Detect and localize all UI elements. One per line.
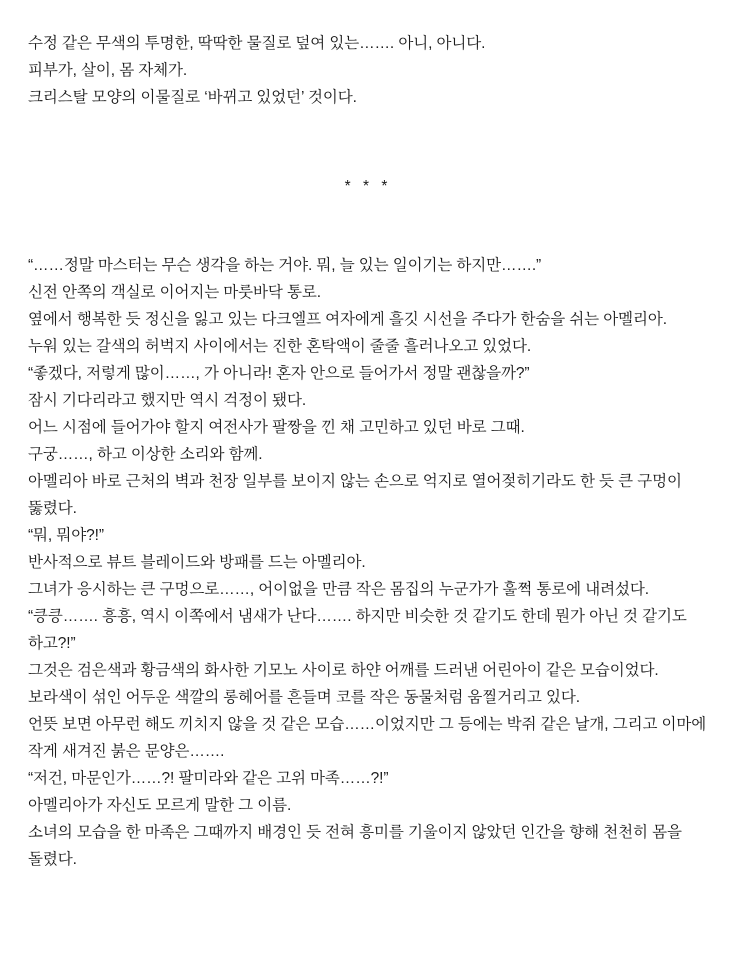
paragraph: 수정 같은 무색의 투명한, 딱딱한 물질로 덮여 있는……. 아니, 아니다.: [28, 35, 486, 52]
spacer: [28, 200, 708, 252]
paragraph: 잠시 기다리라고 했지만 역시 걱정이 됐다.: [28, 392, 307, 409]
top-text-block: [28, 30, 708, 111]
scene-break: * * *: [344, 178, 392, 195]
paragraph: 소녀의 모습을 한 마족은 그때까지 배경인 듯 전혀 흥미를 기울이지 않았던 인간을 향해 천천히 몸을 돌렸다.: [28, 824, 682, 868]
paragraph: 어느 시점에 들어가야 할지 여전사가 팔짱을 낀 채 고민하고 있던 바로 그때.: [28, 419, 525, 436]
paragraph: 누워 있는 갈색의 허벅지 사이에서는 진한 혼탁액이 줄줄 흘러나오고 있었다.: [28, 338, 532, 355]
paragraph: “저건, 마문인가……?! 팔미라와 같은 고위 마족……?!”: [28, 770, 389, 787]
paragraph: 그것은 검은색과 황금색의 화사한 기모노 사이로 하얀 어깨를 드러낸 어린아이 같은 모습이었다.: [28, 662, 659, 679]
paragraph: 피부가, 살이, 몸 자체가.: [28, 62, 188, 79]
paragraph: “킁킁……. 흥흥, 역시 이쪽에서 냄새가 난다……. 하지만 비슷한 것 같기도 한데 뭔가 아닌 것 같기도 하고?!”: [28, 608, 687, 652]
paragraph: “……정말 마스터는 무슨 생각을 하는 거야. 뭐, 늘 있는 일이기는 하지만…….”: [28, 257, 542, 274]
paragraph: 크리스탈 모양의 이물질로 ‘바뀌고 있었던’ 것이다.: [28, 89, 357, 106]
paragraph: 아멜리아 바로 근처의 벽과 천장 일부를 보이지 않는 손으로 억지로 열어젖히기라도 한 듯 큰 구멍이 뚫렸다.: [28, 473, 682, 517]
paragraph: 언뜻 보면 아무런 해도 끼치지 않을 것 같은 모습……이었지만 그 등에는 박쥐 같은 날개, 그리고 이마에 작게 새겨진 붉은 문양은…….: [28, 716, 707, 760]
paragraph: “뭐, 뭐야?!”: [28, 527, 104, 544]
paragraph: 옆에서 행복한 듯 정신을 잃고 있는 다크엘프 여자에게 흘깃 시선을 주다가 한숨을 쉬는 아멜리아.: [28, 311, 667, 328]
paragraph: 구궁……, 하고 이상한 소리와 함께.: [28, 446, 263, 463]
paragraph: 반사적으로 뷰트 블레이드와 방패를 드는 아멜리아.: [28, 554, 366, 571]
spacer: [28, 111, 708, 173]
paragraph: “좋겠다, 저렇게 많이……, 가 아니라! 혼자 안으로 들어가서 정말 괜찮을까?”: [28, 365, 530, 382]
paragraph: 보라색이 섞인 어두운 색깔의 롱헤어를 흔들며 코를 작은 동물처럼 움찔거리고 있다.: [28, 689, 580, 706]
paragraph: 아멜리아가 자신도 모르게 말한 그 이름.: [28, 797, 292, 814]
body-text-block: [28, 252, 708, 873]
paragraph: 신전 안쪽의 객실로 이어지는 마룻바닥 통로.: [28, 284, 321, 301]
paragraph: 그녀가 응시하는 큰 구멍으로……, 어이없을 만큼 작은 몸집의 누군가가 훌쩍 통로에 내려섰다.: [28, 581, 649, 598]
